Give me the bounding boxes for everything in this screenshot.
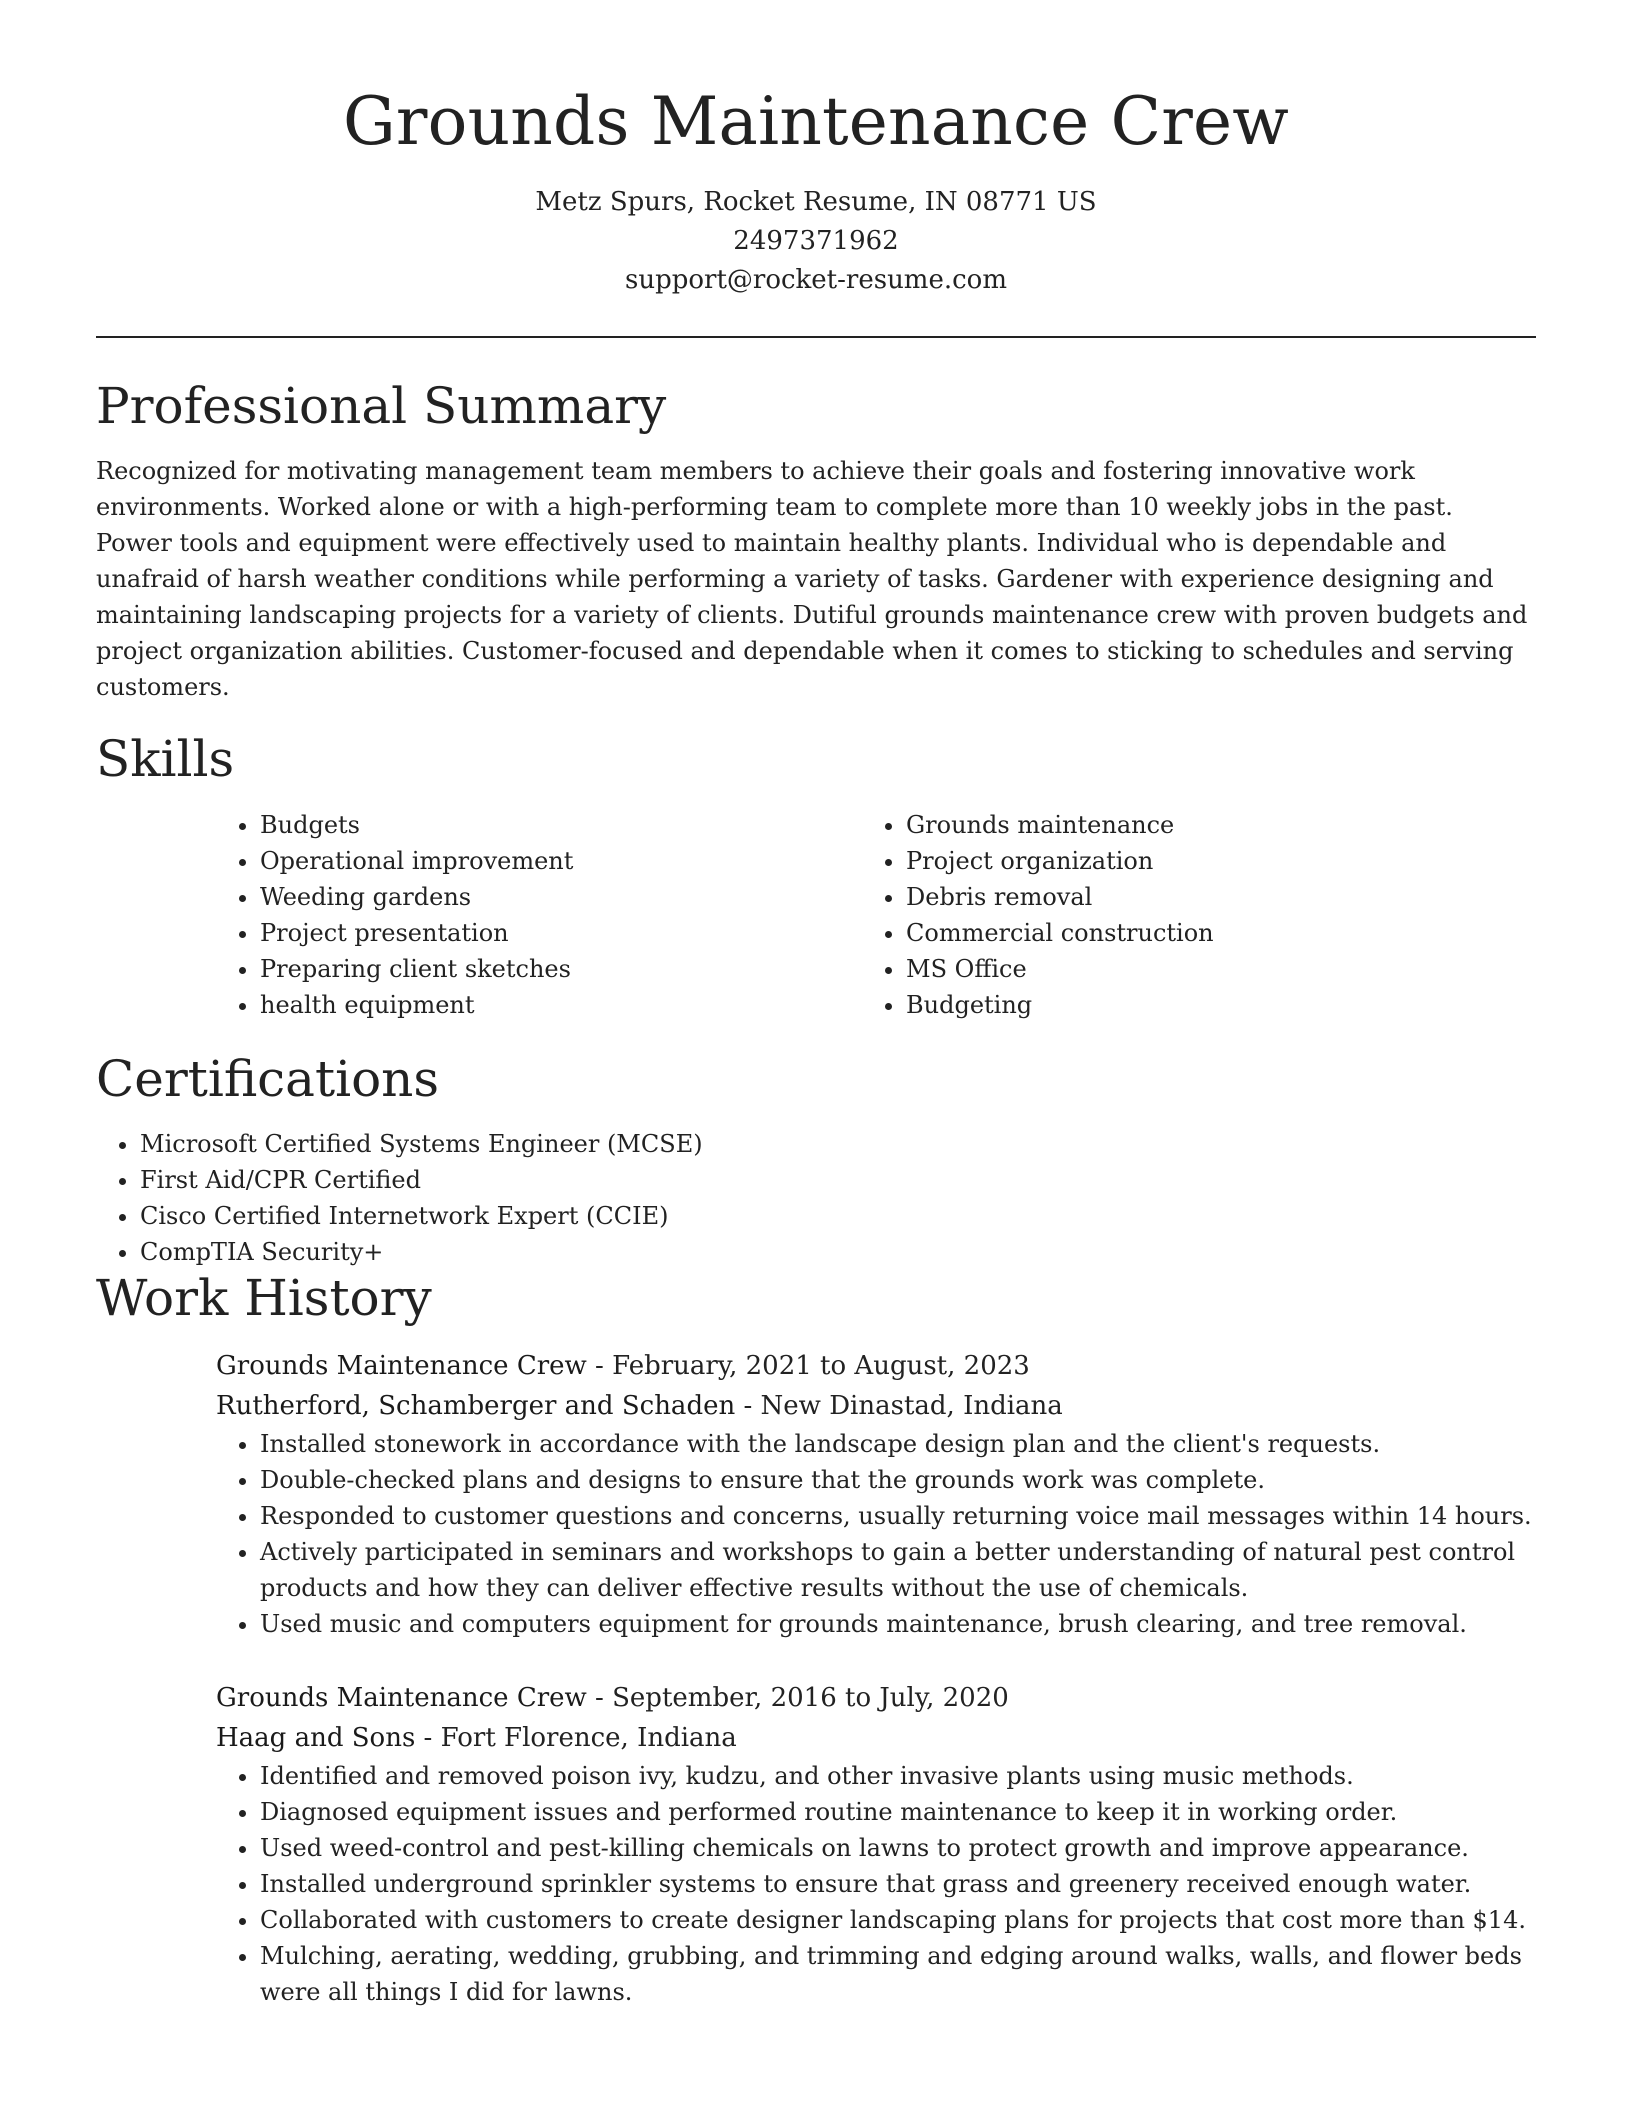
skill-item: • Commercial construction: [906, 915, 1508, 951]
job-company: Rutherford, Schamberger and Schaden: [216, 1390, 736, 1421]
separator: -: [415, 1722, 441, 1753]
job-location: Fort Florence, Indiana: [440, 1722, 737, 1753]
separator: -: [735, 1390, 761, 1421]
resume-header: [96, 0, 1536, 300]
skill-item: • MS Office: [906, 951, 1508, 987]
job-dates: September, 2016 to July, 2020: [612, 1682, 1009, 1713]
skill-item: • Budgeting: [906, 987, 1508, 1023]
skill-item: • Project organization: [906, 843, 1508, 879]
skill-item: • Preparing client sketches: [260, 951, 862, 987]
job-company-line: [216, 1718, 1536, 1758]
job-role: Grounds Maintenance Crew: [216, 1350, 587, 1381]
job-company: Haag and Sons: [216, 1722, 416, 1753]
skill-item: • health equipment: [260, 987, 862, 1023]
candidate-name: Grounds Maintenance Crew: [342, 83, 1289, 160]
separator: -: [586, 1350, 613, 1381]
certification-item: • Microsoft Certified Systems Engineer (MCSE): [140, 1126, 1536, 1162]
job-duty: • Installed stonework in accordance with the landscape design plan and the client's requests.: [260, 1426, 1536, 1462]
job-duty: • Diagnosed equipment issues and performed routine maintenance to keep it in working order.: [260, 1794, 1536, 1830]
certification-item: • First Aid/CPR Certified: [140, 1162, 1536, 1198]
job-duties-list: [216, 1758, 1536, 2010]
skill-item: • Budgets: [260, 807, 862, 843]
skills-title: Skills: [96, 730, 235, 789]
job-title-line: [216, 1346, 1536, 1386]
separator: -: [586, 1682, 613, 1713]
skills-list-left: [216, 807, 862, 1023]
skill-item: • Project presentation: [260, 915, 862, 951]
job-duty: • Responded to customer questions and concerns, usually returning voice mail messages within 14 hours.: [260, 1498, 1536, 1534]
job-duty: • Mulching, aerating, wedding, grubbing, and trimming and edging around walks, walls, and flower beds were all things I did for lawns.: [260, 1938, 1536, 2010]
summary-section: [96, 378, 1536, 706]
job-duty: • Used weed-control and pest-killing chemicals on lawns to protect growth and improve appearance.: [260, 1830, 1536, 1866]
summary-text: Recognized for motivating management team members to achieve their goals and fostering innovative work environments. Worked alone or with a high-performing team to complete more than 10 weekly jobs in the past. Power tools and equipment were effectively used to maintain healthy plants. Individual who is dependable and unafraid of harsh weather conditions while performing a variety of tasks. Gardener with experience designing and maintaining landscaping projects for a variety of clients. Dutiful grounds maintenance crew with proven budgets and project organization abilities. Customer-focused and dependable when it comes to sticking to schedules and serving customers.: [96, 457, 1528, 702]
job-duty: • Used music and computers equipment for grounds maintenance, brush clearing, and tree removal.: [260, 1606, 1536, 1642]
certifications-list: [96, 1126, 1536, 1270]
job-role: Grounds Maintenance Crew: [216, 1682, 587, 1713]
skills-column-right: [862, 807, 1508, 1023]
job-entry: [216, 1346, 1536, 1642]
contact-phone: 2497371962: [733, 225, 899, 256]
job-location: New Dinastad, Indiana: [760, 1390, 1063, 1421]
skills-section: [96, 731, 1536, 1023]
header-divider: [96, 336, 1536, 338]
work-history-section: [96, 1270, 1536, 2010]
job-duty: • Double-checked plans and designs to ensure that the grounds work was complete.: [260, 1462, 1536, 1498]
contact-email[interactable]: support@rocket-resume.com: [624, 264, 1007, 295]
job-entry: [216, 1678, 1536, 2010]
skills-list-right: [862, 807, 1508, 1023]
contact-address: Metz Spurs, Rocket Resume, IN 08771 US: [535, 186, 1097, 217]
certifications-title: Certifications: [96, 1049, 440, 1108]
work-history-title: Work History: [96, 1269, 432, 1328]
job-duty: • Actively participated in seminars and workshops to gain a better understanding of natural pest control products and how they can deliver effective results without the use of chemicals.: [260, 1534, 1536, 1606]
skill-item: • Weeding gardens: [260, 879, 862, 915]
skill-item: • Grounds maintenance: [906, 807, 1508, 843]
skill-item: • Debris removal: [906, 879, 1508, 915]
skills-grid: [216, 807, 1536, 1023]
job-title-line: [216, 1678, 1536, 1718]
job-duties-list: [216, 1426, 1536, 1642]
certification-item: • Cisco Certified Internetwork Expert (CCIE): [140, 1198, 1536, 1234]
certification-item: • CompTIA Security+: [140, 1234, 1536, 1270]
job-dates: February, 2021 to August, 2023: [612, 1350, 1030, 1381]
job-company-line: [216, 1386, 1536, 1426]
summary-title: Professional Summary: [96, 376, 667, 435]
skills-column-left: [216, 807, 862, 1023]
certifications-section: [96, 1051, 1536, 1271]
job-duty: • Installed underground sprinkler systems to ensure that grass and greenery received enough water.: [260, 1866, 1536, 1902]
skill-item: • Operational improvement: [260, 843, 862, 879]
job-duty: • Collaborated with customers to create designer landscaping plans for projects that cost more than $14.: [260, 1902, 1536, 1938]
job-duty: • Identified and removed poison ivy, kudzu, and other invasive plants using music methods.: [260, 1758, 1536, 1794]
